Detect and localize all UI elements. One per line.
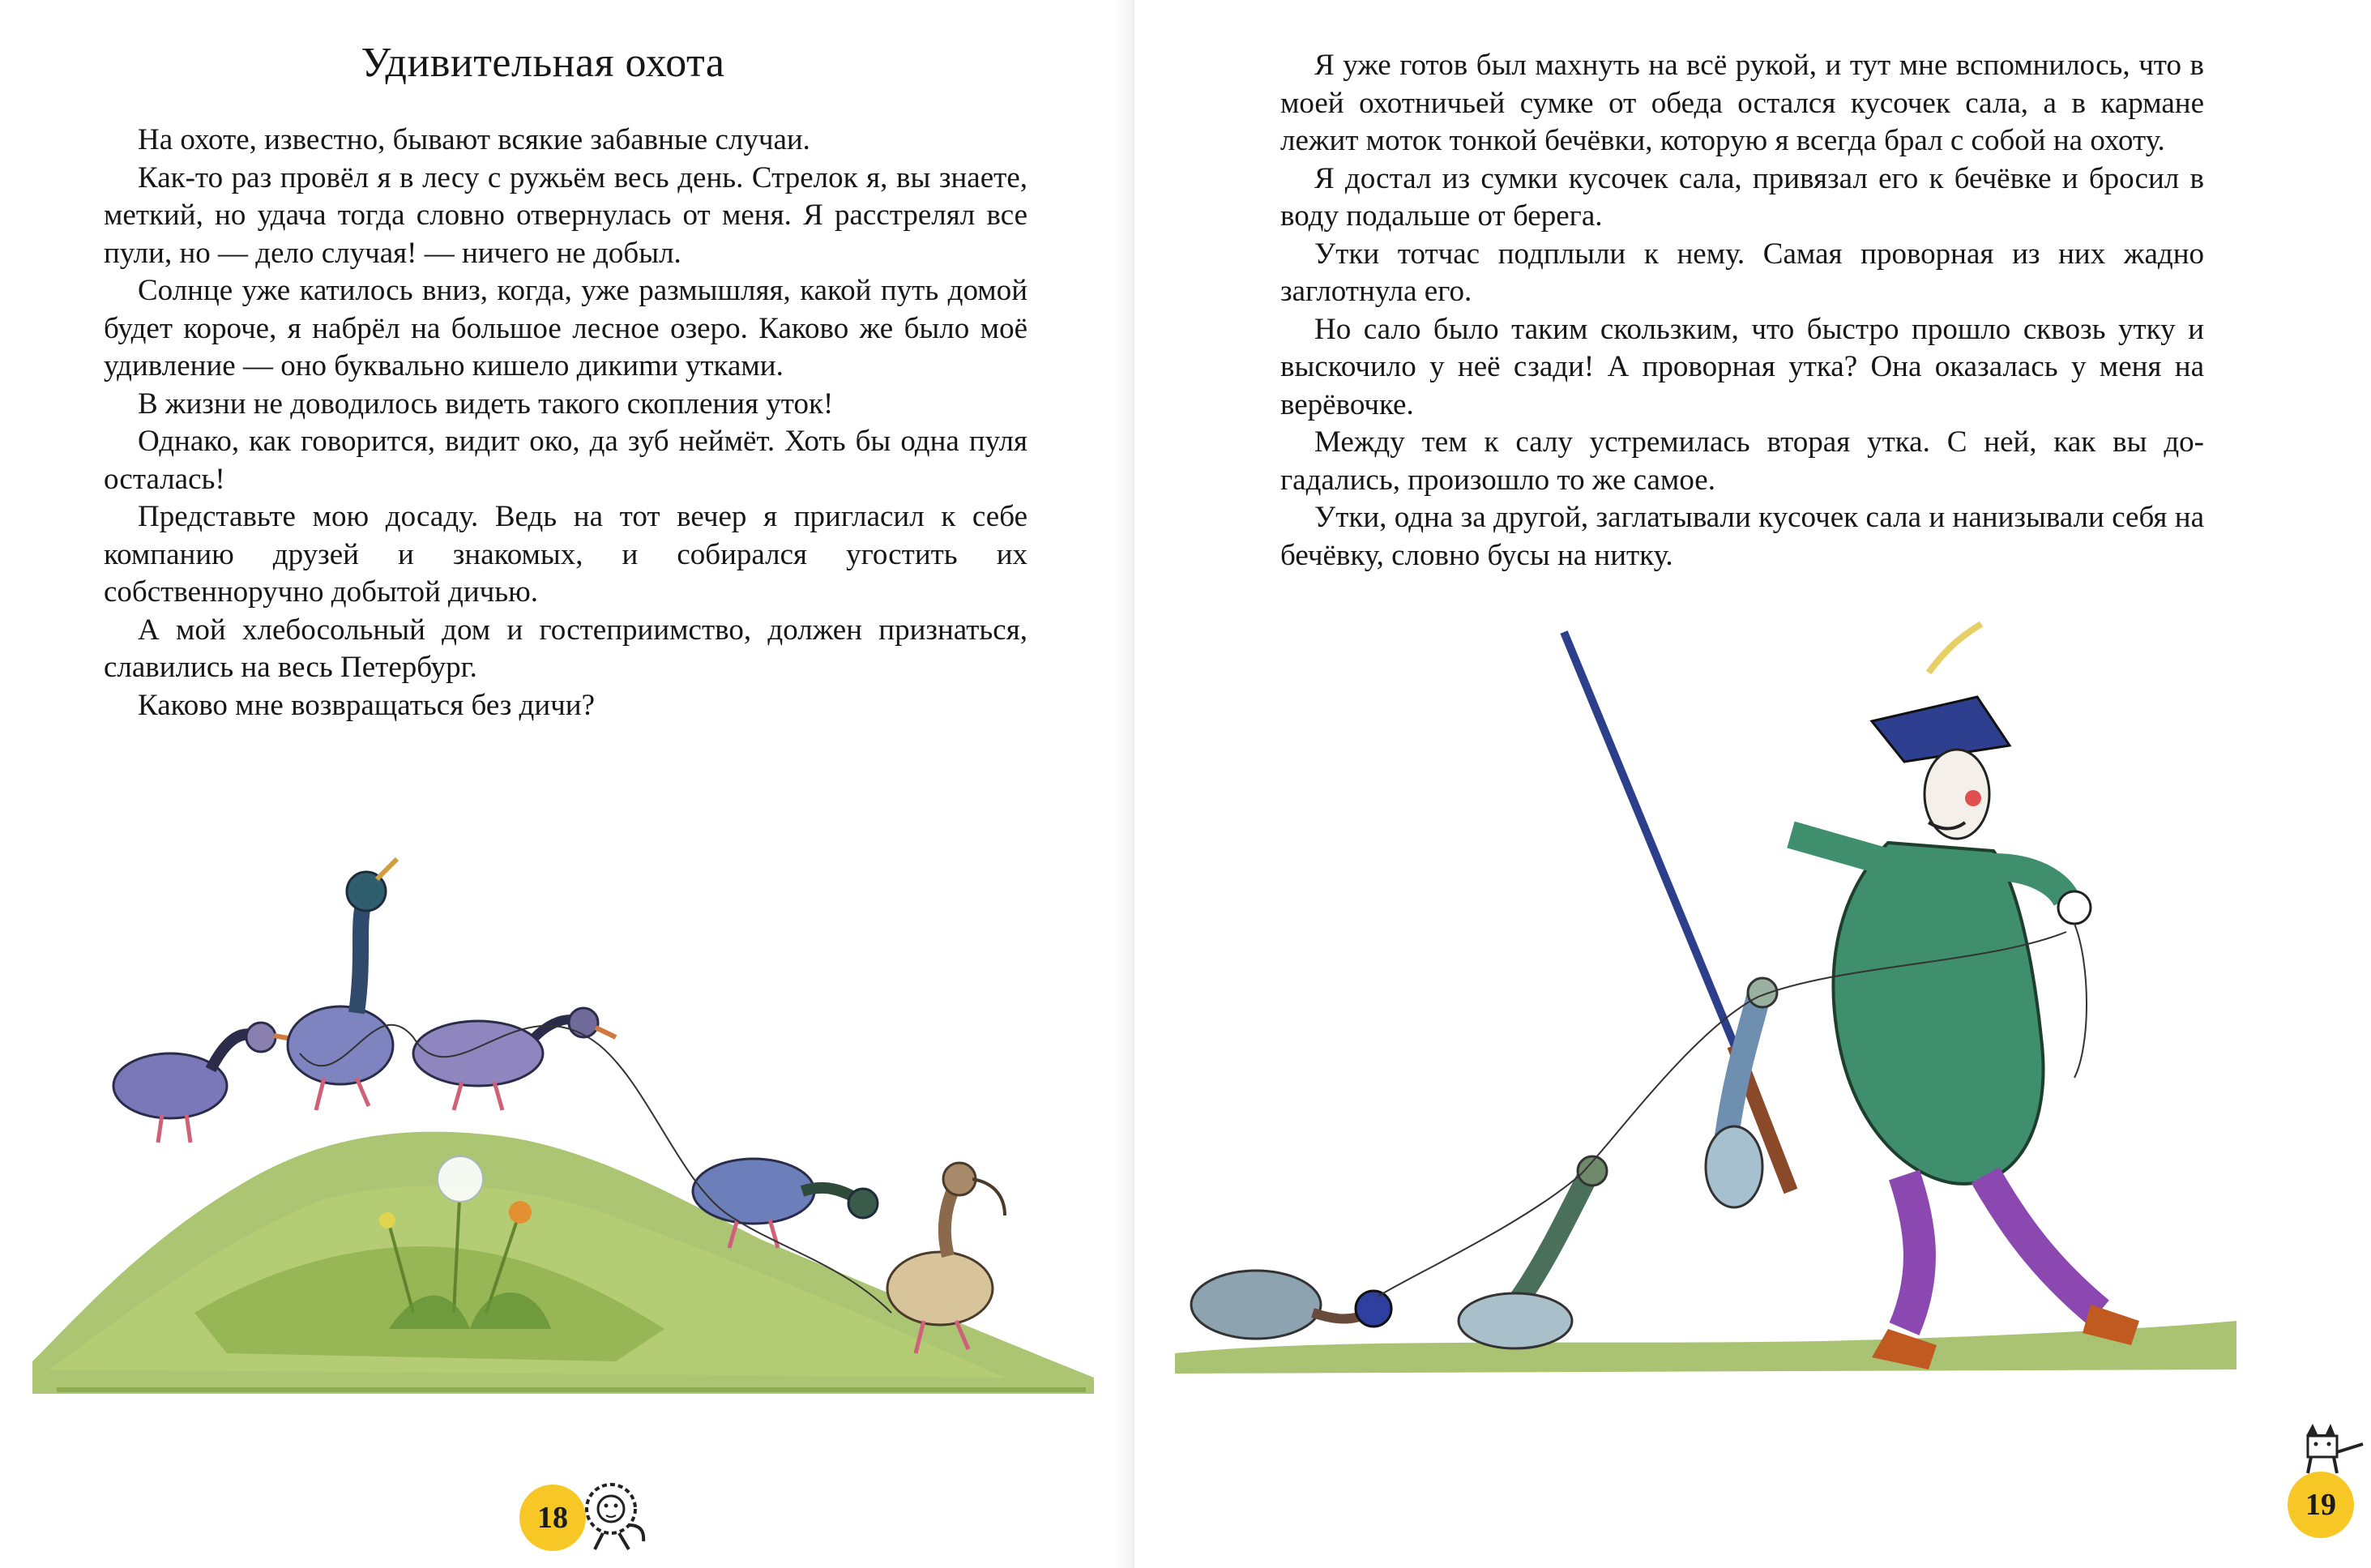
page-number: 19: [2288, 1472, 2354, 1538]
paragraph: Я уже готов был махнуть на всё рукой, и тут мне вспомнилось, что в моей охотничьей сумке от обеда остался кусочек сала, а в кармане лежит моток тонкой бечёвки, которую я всегда брал с собой на охоту.: [1280, 49, 2204, 157]
right-page: [1134, 0, 2336, 1568]
paragraph: Представьте мою досаду. Ведь на тот вечер я пригласил к себе компанию друзей и знакомых, и собирался угостить их собственноручно добытой дичью.: [104, 500, 1027, 609]
right-page-text: [1280, 47, 2204, 575]
cat-mascot-icon: [2290, 1420, 2371, 1476]
page-number: 18: [519, 1485, 586, 1551]
paragraph: В жизни не доводилось видеть такого скопления уток!: [138, 387, 834, 421]
left-page: [0, 0, 1134, 1568]
left-page-text: [104, 122, 1027, 724]
duck: [1459, 1156, 1607, 1348]
paragraph: Утки тотчас подплыли к нему. Самая проворная из них жадно заглотнула его.: [1280, 237, 2204, 308]
lion-mascot-icon: [579, 1476, 651, 1553]
paragraph: Как-то раз провёл я в лесу с ружьём весь день. Стрелок я, вы знаете, меткий, но удача тогда словно отвернулась от меня. Я расстрелял все пули, но — дело случая! — ничего не добыл.: [104, 160, 1027, 270]
baron-with-ducks-illustration: [1175, 624, 2236, 1402]
baron-munchausen: [1791, 624, 2139, 1369]
duck: [1706, 978, 1777, 1207]
story-title: Удивительная охота: [361, 40, 725, 86]
paragraph: А мой хлебосольный дом и гостеприимство, должен признаться, славились на весь Петербург.: [104, 613, 1027, 684]
paragraph: Каково мне возвращаться без дичи?: [138, 688, 596, 722]
duck: [288, 859, 397, 1110]
duck: [1191, 1271, 1391, 1339]
ducks-on-hill-illustration: [32, 859, 1102, 1410]
paragraph: Солнце уже катилось вниз, когда, уже размышляя, какой путь домой будет короче, я набрёл на большое лесное озеро. Каково же было моё удивление — оно буквально кишело дикиmи утками.: [104, 274, 1027, 382]
ground: [1175, 1321, 2236, 1374]
paragraph: Утки, одна за другой, заглатывали кусочек сала и нанизывали себя на бечёвку, словно бусы на нитку.: [1280, 501, 2204, 572]
paragraph: На охоте, известно, бывают всякие забавные случаи.: [138, 123, 810, 156]
paragraph: Однако, как говорится, видит око, да зуб неймёт. Хоть бы одна пуля осталась!: [104, 425, 1027, 496]
duck: [113, 1023, 292, 1143]
paragraph: Между тем к салу устремилась вторая утка. С ней, как вы догадались, произошло то же самое.: [1280, 425, 2204, 497]
paragraph: Я достал из сумки кусочек сала, привязал его к бечёвке и бросил в воду подальше от берега.: [1280, 161, 2204, 233]
paragraph: Но сало было таким скользким, что быстро прошло сквозь утку и выскочило у неё сзади! А проворная утка? Она оказалась у меня на верёвочке.: [1280, 312, 2204, 421]
duck: [413, 1008, 616, 1110]
